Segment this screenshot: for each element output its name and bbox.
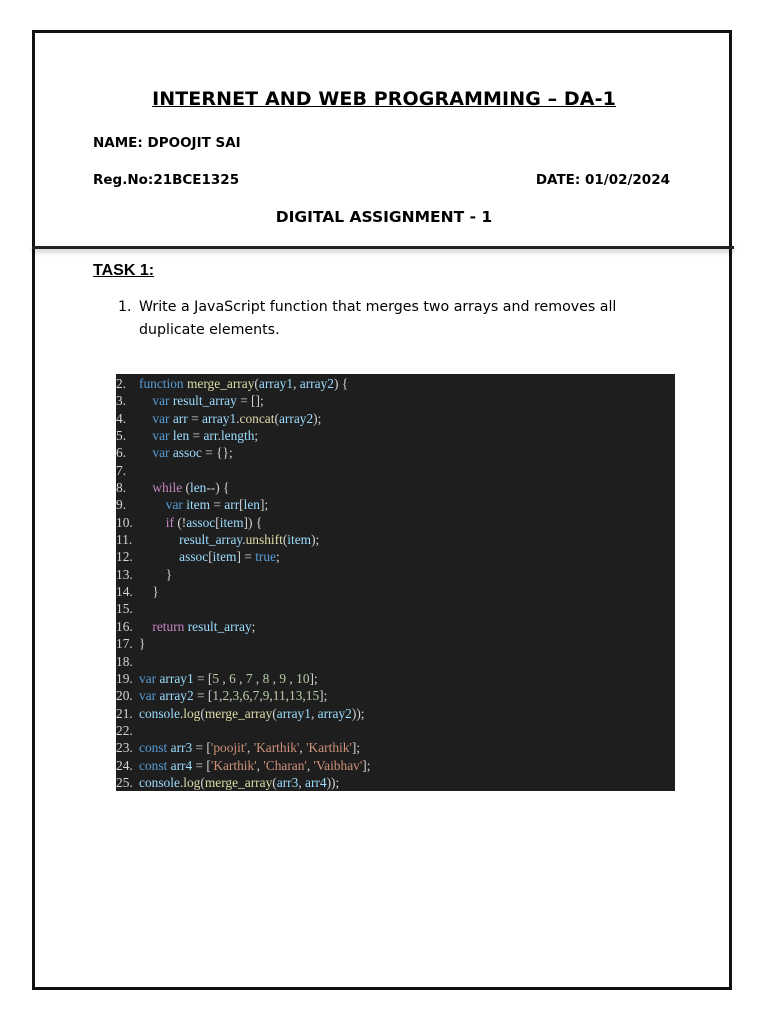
code-token: merge_array [204,705,273,721]
code-token: 'Vaibhav' [313,757,363,773]
code-token: array1 [201,410,237,426]
code-token: return [152,618,188,634]
code-token: 5 [212,670,220,686]
code-token: const [139,757,171,773]
code-token [139,393,152,408]
line-number: 9. [116,497,127,513]
code-token: , [256,757,264,773]
code-token: 9 [262,688,270,704]
code-token: 2 [222,688,230,704]
code-token: , [310,705,318,721]
line-number: 15. [116,601,133,617]
line-number: 18. [116,653,133,669]
code-line [116,479,675,496]
code-token: 13 [289,688,303,704]
code-token: console [139,774,180,790]
line-number: 23. [116,740,133,756]
code-token: [ [239,497,244,513]
submission-date: DATE: 01/02/2024 [535,172,670,188]
code-token: ; [254,428,259,444]
code-screenshot [116,374,675,791]
code-token: . [179,705,184,721]
code-token: , [285,688,290,704]
code-text [139,514,262,531]
code-token: concat [239,410,275,426]
code-token: if [165,514,178,530]
code-token: array2 [278,410,314,426]
code-token [139,428,152,443]
code-token: ( [282,532,288,548]
code-token: array2 [299,376,334,391]
code-token: = [ [193,688,213,704]
code-token: while [152,480,186,496]
code-token: , [219,670,230,686]
code-line [116,757,675,774]
line-number: 8. [116,480,127,496]
line-number: 3. [116,393,127,409]
code-token: = [ [192,757,211,773]
code-token: (! [177,514,187,530]
line-number: 14. [116,584,133,600]
code-token: , [269,670,280,686]
line-number: 19. [116,670,133,686]
code-token: = [189,428,204,444]
code-line [116,566,675,583]
code-token: ( [254,376,259,391]
code-text [139,583,159,600]
line-number: 22. [116,722,133,738]
line-number: 6. [116,445,127,461]
code-token: 'Karthik' [210,757,257,773]
line-number: 13. [116,566,133,582]
code-token: , [219,688,223,704]
code-line [116,410,675,427]
code-token: assoc [172,445,202,461]
code-token: true [255,549,277,565]
code-token: ( [185,480,190,496]
code-token: item [212,549,237,565]
code-token: arr3 [276,774,299,790]
code-text [139,757,370,774]
code-token: ( [272,705,277,721]
line-number: 20. [116,688,133,704]
code-token [139,480,152,495]
code-token: )); [326,774,340,790]
code-token: merge_array [204,774,273,790]
code-token: 9 [279,670,287,686]
code-token: , [252,670,263,686]
code-token: ]; [260,497,269,513]
document-title: INTERNET AND WEB PROGRAMMING – DA-1 [152,88,616,110]
code-token: , [306,757,314,773]
code-text [139,739,360,756]
code-token: 8 [262,670,270,686]
code-token: , [246,740,254,756]
code-token [139,532,179,547]
code-token: ]; [362,757,371,773]
code-token: result_array [187,618,252,634]
code-token: function [139,376,187,391]
question-item [118,296,658,342]
code-token: ); [311,532,320,548]
code-token: ) { [333,376,349,391]
code-token: item [219,514,244,530]
code-token: , [229,688,233,704]
code-text [139,531,319,548]
code-line [116,375,675,392]
code-token: var [139,688,160,704]
code-token [139,515,166,530]
code-token: = [187,410,202,426]
code-text [139,479,229,496]
line-number: 7. [116,462,127,478]
code-line [116,514,675,531]
code-token: 6 [242,688,250,704]
code-token: = [ [192,740,211,756]
code-line [116,687,675,704]
code-token: array2 [317,705,352,721]
code-token: ( [274,410,279,426]
code-token: array1 [258,376,294,391]
code-token: } [139,566,173,582]
code-text [139,496,268,513]
code-token: item [287,532,312,548]
line-number: 16. [116,618,133,634]
code-token: ); [313,410,322,426]
code-line [116,774,675,791]
code-token: , [298,774,306,790]
code-token: , [269,688,273,704]
line-number: 25. [116,774,133,790]
code-line [116,722,675,739]
code-text [139,410,321,427]
code-token: = []; [236,393,264,409]
code-token: } [139,584,159,600]
code-token: result_array [179,532,243,548]
code-token: 'Charan' [263,757,307,773]
line-number: 11. [116,532,133,548]
code-token: console [139,705,180,721]
code-line [116,531,675,548]
code-token: ]) { [243,514,263,530]
code-token: arr3 [170,740,193,756]
assignment-heading: DIGITAL ASSIGNMENT - 1 [275,208,493,226]
code-token [139,445,152,460]
code-token: merge_array [186,376,255,391]
code-token: array2 [159,688,194,704]
code-token: 15 [305,688,320,704]
code-token: ]; [351,740,361,756]
code-token: arr [203,428,218,444]
code-token: var [152,393,173,409]
code-line [116,635,675,652]
line-number: 4. [116,410,127,426]
code-token: arr [172,410,188,426]
code-token: = {}; [201,445,233,461]
code-token: ( [200,705,205,721]
code-line [116,444,675,461]
code-text [139,427,258,444]
code-token: [ [208,549,213,565]
line-number: 12. [116,549,133,565]
code-token: . [242,532,246,548]
code-token: . [179,774,184,790]
code-token: item [186,497,211,513]
code-token: len [172,428,190,444]
code-token: , [235,670,246,686]
code-token: 7 [245,670,253,686]
code-token: 7 [252,688,260,704]
registration-number: Reg.No:21BCE1325 [93,172,240,188]
code-token: arr4 [170,757,193,773]
code-line [116,600,675,617]
code-token: , [302,688,306,704]
code-token: ( [200,774,205,790]
code-token: = [ [193,670,213,686]
student-name: NAME: DPOOJIT SAI [93,135,241,151]
code-token: var [152,410,173,426]
code-token: . [217,428,221,444]
line-number: 24. [116,757,133,773]
code-token: 1 [212,688,220,704]
code-token: ]; [309,670,318,686]
code-token: assoc [179,549,209,565]
code-token: unshift [245,532,283,548]
code-token: ]; [319,688,328,704]
code-token: --) { [206,480,230,496]
code-text [139,670,318,687]
code-token: 'Karthik' [253,740,300,756]
code-line [116,392,675,409]
code-token: var [139,670,160,686]
code-token: len [243,497,260,513]
code-text [139,566,172,583]
code-text [139,635,145,652]
code-line [116,462,675,479]
code-text [139,774,339,791]
question-text: Write a JavaScript function that merges two arrays and removes all duplicate elements. [139,299,617,338]
code-token: var [152,428,173,444]
code-token: 11 [272,688,286,704]
code-text [139,705,365,722]
code-token: assoc [186,514,216,530]
code-token: [ [215,514,220,530]
code-token: . [236,410,240,426]
code-line [116,618,675,635]
code-token: array1 [276,705,311,721]
task-heading: TASK 1: [93,262,155,279]
code-token: const [139,740,171,756]
code-token: , [259,688,263,704]
code-text [139,392,264,409]
code-text [139,618,255,635]
code-token: ; [251,618,256,634]
code-text [139,444,233,461]
code-token: 'poojit' [210,740,247,756]
code-line [116,548,675,565]
code-line [116,670,675,687]
code-token: ( [272,774,277,790]
code-token: = [210,497,225,513]
line-number: 17. [116,636,133,652]
code-token: array1 [159,670,194,686]
code-token: arr [224,497,240,513]
code-token [139,549,179,564]
code-token: var [152,445,173,461]
code-token: var [165,497,187,513]
line-number: 5. [116,428,127,444]
code-token: , [239,688,243,704]
code-text [139,687,327,704]
code-token: ] = [236,549,256,565]
code-token [139,411,152,426]
code-text [139,375,348,392]
code-token: length [220,428,255,444]
code-token: 'Karthik' [306,740,352,756]
code-token: arr4 [305,774,327,790]
header-divider [32,246,734,249]
code-token: 6 [229,670,236,686]
code-token [139,619,152,634]
code-token: 3 [232,688,240,704]
code-line [116,739,675,756]
code-token: log [183,705,201,721]
code-token: , [299,740,307,756]
code-line [116,496,675,513]
code-token: result_array [172,393,237,409]
code-token: 10 [296,670,310,686]
line-number: 2. [116,376,127,391]
code-token: log [183,774,201,790]
code-token: ; [276,549,280,565]
question-number: 1. [118,299,132,315]
code-token: } [139,636,146,652]
code-text [139,548,280,565]
code-token: , [286,670,297,686]
code-token: len [189,480,207,496]
code-token: , [249,688,253,704]
code-token [139,497,166,512]
code-line [116,705,675,722]
code-token: )); [351,705,365,721]
code-line [116,583,675,600]
code-line [116,653,675,670]
line-number: 10. [116,514,133,530]
line-number: 21. [116,705,133,721]
code-line [116,427,675,444]
code-token: , [293,376,300,391]
